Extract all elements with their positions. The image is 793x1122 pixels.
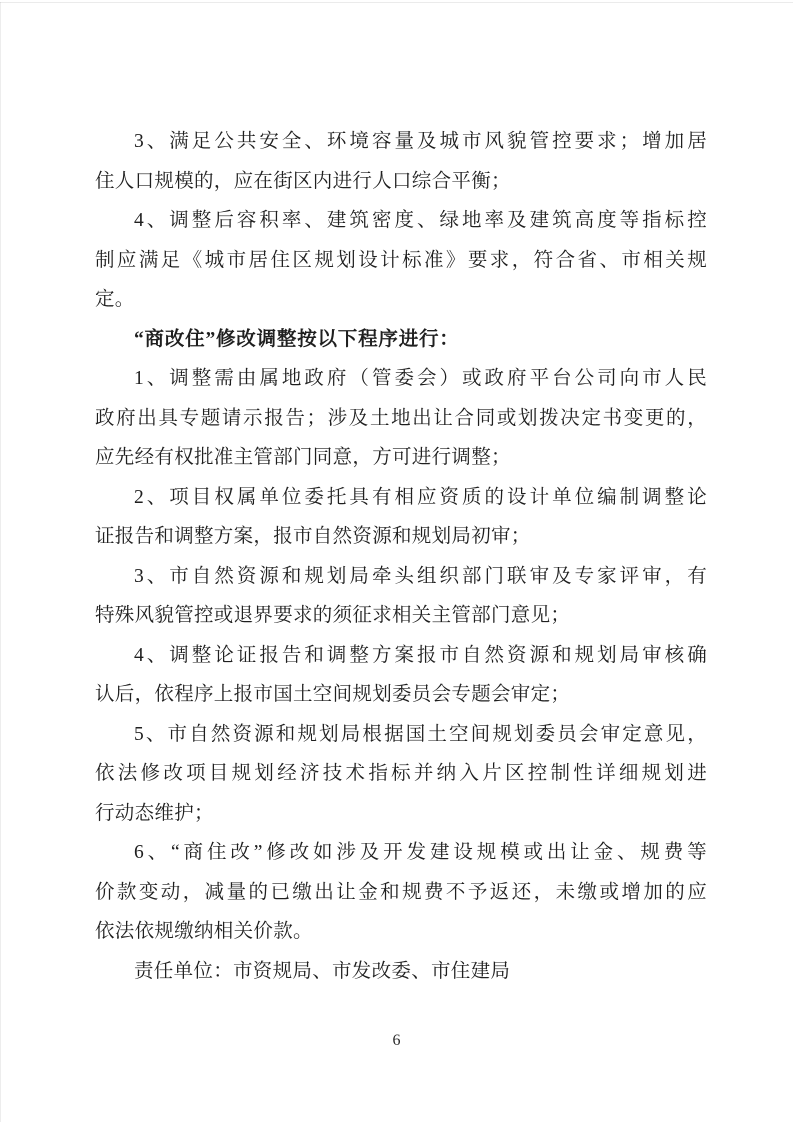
text-line: 制应满足《城市居住区规划设计标准》要求，符合省、市相关规 — [95, 249, 707, 271]
text-line: 特殊风貌管控或退界要求的须征求相关主管部门意见； — [95, 605, 571, 626]
text-line: 责任单位：市资规局、市发改委、市住建局 — [134, 960, 511, 982]
scan-edge-top — [0, 2, 793, 3]
text-line: 1、调整需由属地政府（管委会）或政府平台公司向市人民 — [134, 368, 707, 389]
text-line: 4、调整论证报告和调整方案报市自然资源和规划局审核确 — [134, 644, 707, 666]
text-line: 3、满足公共安全、环境容量及城市风貌管控要求；增加居 — [134, 131, 707, 152]
text-line: 5、市自然资源和规划局根据国土空间规划委员会审定意见， — [134, 723, 707, 745]
text-line: 证报告和调整方案，报市自然资源和规划局初审； — [95, 526, 531, 547]
text-line: 4、调整后容积率、建筑密度、绿地率及建筑高度等指标控 — [134, 210, 707, 231]
text-line: 应先经有权批准主管部门同意，方可进行调整； — [95, 447, 511, 468]
text-line: 认后，依程序上报市国土空间规划委员会专题会审定； — [95, 684, 571, 705]
text-line: 依法依规缴纳相关价款。 — [95, 921, 313, 942]
text-line: 住人口规模的，应在街区内进行人口综合平衡； — [95, 170, 511, 192]
text-line: 依法修改项目规划经济技术指标并纳入片区控制性详细规划进 — [95, 763, 707, 784]
text-line: “商改住”修改调整按以下程序进行： — [134, 328, 460, 350]
page-number: 6 — [392, 1032, 401, 1049]
text-line: 6、“商住改”修改如涉及开发建设规模或出让金、规费等 — [134, 842, 707, 863]
document-body — [95, 122, 707, 991]
text-line: 政府出具专题请示报告；涉及土地出让合同或划拨决定书变更的， — [95, 407, 707, 429]
text-line: 2、项目权属单位委托具有相应资质的设计单位编制调整论 — [134, 486, 707, 508]
text-line: 行动态维护； — [95, 802, 214, 824]
text-line: 定。 — [95, 289, 135, 310]
scan-edge-left — [0, 2, 1, 1122]
text-line: 3、市自然资源和规划局牵头组织部门联审及专家评审，有 — [134, 565, 707, 587]
text-line: 价款变动，减量的已缴出让金和规费不予返还，未缴或增加的应 — [95, 881, 707, 903]
